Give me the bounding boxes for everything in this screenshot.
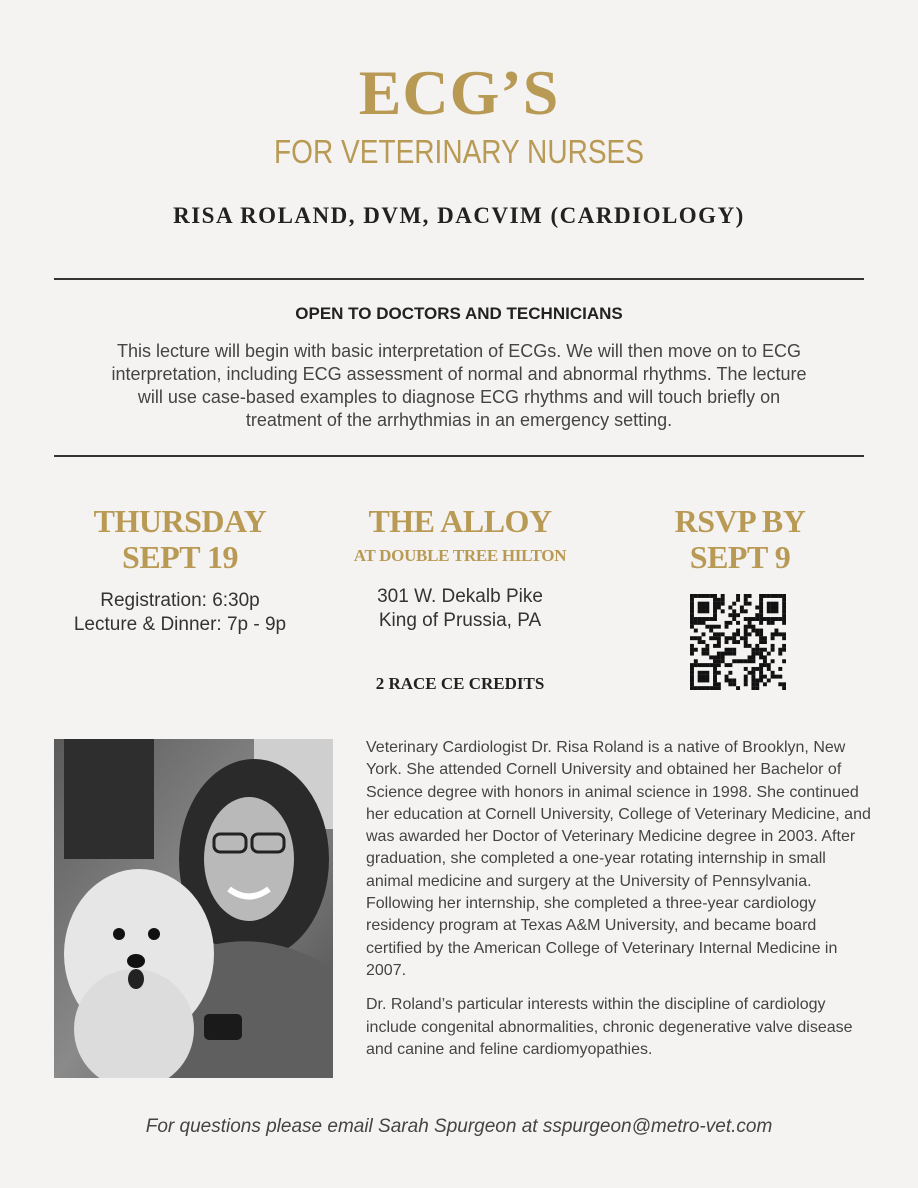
audience-heading: OPEN TO DOCTORS AND TECHNICIANS <box>295 304 623 323</box>
divider-top <box>54 278 864 280</box>
speaker-photo <box>54 739 333 1078</box>
rsvp-column <box>600 503 880 575</box>
bio-paragraph-1: Veterinary Cardiologist Dr. Risa Roland is a native of Brooklyn, New York. She attended Cornell University and obtained her Bachelor of Science degree with honors in animal science in 1998. She continued her education at Cornell University, College of Veterinary Medicine, and was awarded her Doctor of Veterinary Medicine degree in 2003. After graduation, she completed a one-year rotating internship in small animal medicine and surgery at the University of Pennsylvania. Following her internship, she completed a three-year cardiology residency program at Texas A&M University, and became board certified by the American College of Veterinary Internal Medicine in 2007. <box>366 739 871 979</box>
speaker-name: RISA ROLAND, DVM, DACVIM (CARDIOLOGY) <box>173 203 745 228</box>
rsvp-label: RSVP BY <box>674 503 806 539</box>
speaker-bio <box>366 737 871 1073</box>
registration-time: Registration: 6:30p <box>100 590 260 611</box>
date-column <box>40 503 320 637</box>
contact-footer: For questions please email Sarah Spurgeon at sspurgeon@metro-vet.com <box>145 1116 773 1137</box>
qr-code-icon[interactable] <box>690 594 786 690</box>
event-date: SEPT 19 <box>122 539 238 575</box>
event-day: THURSDAY <box>93 503 267 539</box>
address-line-2: King of Prussia, PA <box>378 610 542 631</box>
bio-paragraph-2: Dr. Roland’s particular interests within the discipline of cardiology include congenital abnormalities, chronic degenerative valve disease and canine and feline cardiomyopathies. <box>366 996 853 1058</box>
address-line-1: 301 W. Dekalb Pike <box>377 586 543 607</box>
divider-bottom <box>54 455 864 457</box>
venue-column <box>320 503 600 633</box>
rsvp-date: SEPT 9 <box>689 539 791 575</box>
lecture-description: This lecture will begin with basic interpretation of ECGs. We will then move on to ECG interpretation, including ECG assessment of normal and abnormal rhythms. The lecture will use case-based examples to diagnose ECG rhythms and will touch briefly on treatment of the arrhythmias in an emergency setting. <box>111 341 807 430</box>
lecture-time: Lecture & Dinner: 7p - 9p <box>73 614 287 635</box>
venue-subtitle: AT DOUBLE TREE HILTON <box>353 546 567 565</box>
event-subtitle: FOR VETERINARY NURSES <box>274 133 644 170</box>
event-title: ECG’S <box>358 57 560 128</box>
venue-name: THE ALLOY <box>368 503 552 539</box>
ce-credits: 2 RACE CE CREDITS <box>375 674 545 693</box>
